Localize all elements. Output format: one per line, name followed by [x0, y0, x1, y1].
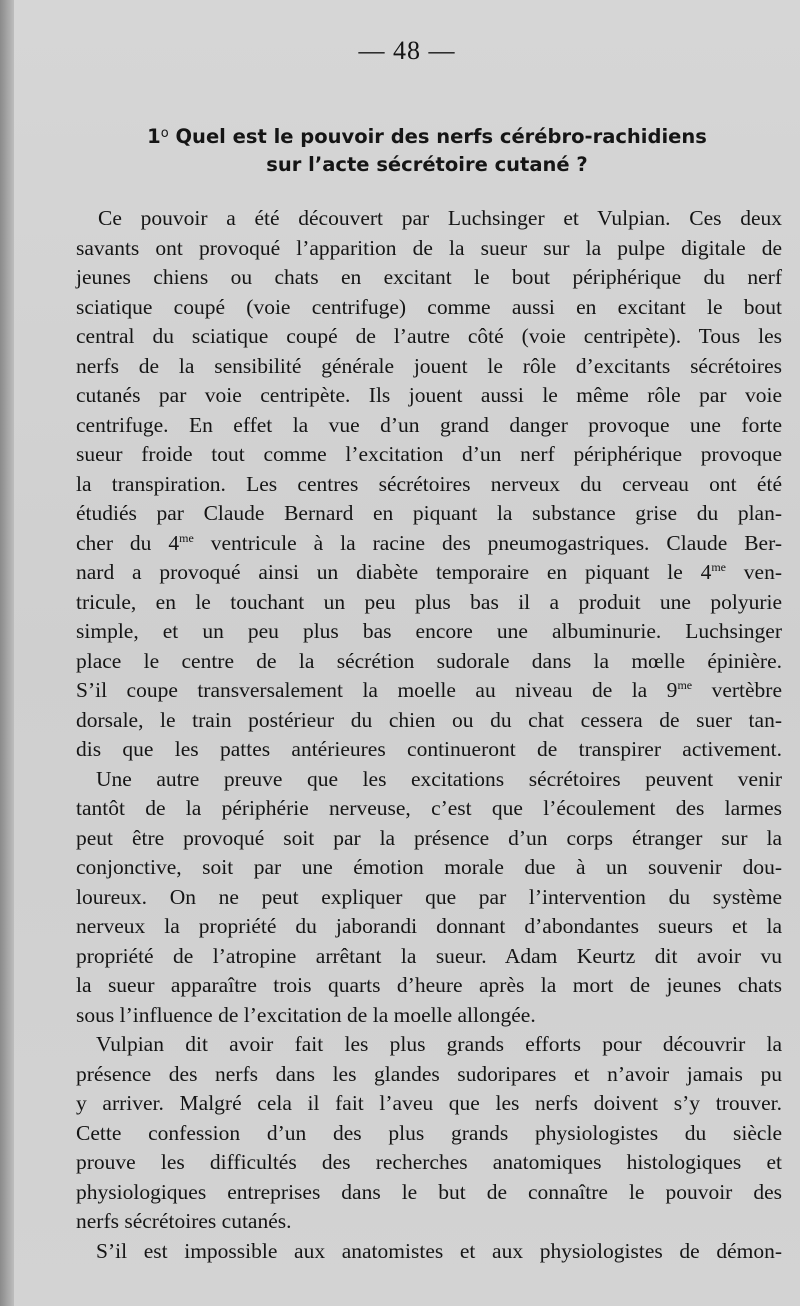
text-line: physiologiques entreprises dans le but de connaître le pouvoir des — [76, 1179, 782, 1204]
text-line: S’il est impossible aux anatomistes et aux physiologistes de démon- — [96, 1238, 782, 1263]
text-line: la sueur apparaître trois quarts d’heure après la mort de jeunes chats — [76, 973, 782, 997]
text-line: nerveux la propriété du jaborandi donnant d’abondantes sueurs et la — [76, 914, 782, 938]
text-line: savants ont provoqué l’apparition de la sueur sur la pulpe digitale de — [76, 235, 782, 260]
text-run: ven- — [726, 560, 783, 584]
text-run: nard a provoqué ainsi un diabète temporaire en piquant le 4 — [76, 560, 712, 584]
superscript: me — [677, 678, 693, 692]
text-line: nerfs sécrétoires cutanés. — [76, 1209, 292, 1233]
text-line: présence des nerfs dans les glandes sudoripares et n’avoir jamais pu — [76, 1061, 782, 1086]
heading-line-2: sur l’acte sécrétoire cutané ? — [266, 153, 588, 176]
superscript: me — [179, 530, 194, 545]
text-run: cher du 4 — [76, 530, 180, 555]
heading-ordinal: o — [160, 126, 169, 141]
heading-line-1 — [94, 120, 760, 151]
text-line: central du sciatique coupé de l’autre côté (voie centripète). Tous les — [76, 324, 782, 348]
text-line: prouve les difficultés des recherches anatomiques histologiques et — [76, 1150, 782, 1174]
text-line: Ce pouvoir a été découvert par Luchsinger et Vulpian. Ces deux — [98, 206, 782, 230]
text-line: jeunes chiens ou chats en excitant le bout périphérique du nerf — [76, 265, 782, 289]
body-text — [76, 204, 782, 1266]
text-run: ventricule à la racine des pneumogastriques. Claude Ber- — [193, 530, 782, 555]
text-line: tantôt de la périphérie nerveuse, c’est que l’écoulement des larmes — [76, 796, 782, 820]
text-line: dis que les pattes antérieures continueront de transpirer activement. — [76, 737, 782, 761]
document-page — [14, 0, 800, 1306]
text-line: conjonctive, soit par une émotion morale due à un souvenir dou- — [76, 855, 782, 879]
text-line: centrifuge. En effet la vue d’un grand danger provoque une forte — [76, 412, 782, 437]
page-number: — 48 — — [358, 36, 456, 65]
superscript: me — [711, 560, 726, 574]
text-line: cutanés par voie centripète. Ils jouent aussi le même rôle par voie — [76, 383, 782, 407]
text-line: tricule, en le touchant un peu plus bas il a produit une polyurie — [76, 589, 782, 614]
text-line — [76, 529, 782, 559]
text-line: dorsale, le train postérieur du chien ou du chat cessera de suer tan- — [76, 707, 782, 732]
section-heading — [94, 120, 760, 179]
text-line: la transpiration. Les centres sécrétoires nerveux du cerveau ont été — [76, 471, 782, 496]
heading-text-1: Quel est le pouvoir des nerfs cérébro-rachidiens — [175, 125, 707, 148]
text-line: simple, et un peu plus bas encore une albuminurie. Luchsinger — [76, 619, 782, 643]
text-line: propriété de l’atropine arrêtant la sueur. Adam Keurtz dit avoir vu — [76, 943, 782, 968]
text-line: étudiés par Claude Bernard en piquant la substance grise du plan- — [76, 501, 782, 525]
text-line: place le centre de la sécrétion sudorale dans la mœlle épinière. — [76, 648, 782, 673]
text-run: S’il coupe transversalement la moelle au niveau de la 9 — [76, 678, 678, 702]
text-run: vertèbre — [692, 678, 782, 702]
text-line — [76, 676, 782, 706]
text-line: Une autre preuve que les excitations sécrétoires peuvent venir — [96, 766, 782, 791]
text-line: loureux. On ne peut expliquer que par l’intervention du système — [76, 884, 782, 909]
text-line: sciatique coupé (voie centrifuge) comme aussi en excitant le bout — [76, 294, 782, 319]
text-line: Vulpian dit avoir fait les plus grands efforts pour découvrir la — [96, 1032, 782, 1056]
text-line — [76, 558, 782, 588]
text-line: sous l’influence de l’excitation de la moelle allongée. — [76, 1002, 536, 1027]
text-line: nerfs de la sensibilité générale jouent le rôle d’excitants sécrétoires — [76, 353, 782, 378]
page-edge-shadow — [0, 0, 14, 1306]
text-line: sueur froide tout comme l’excitation d’un nerf périphérique provoque — [76, 442, 782, 466]
heading-number: 1 — [147, 125, 161, 148]
text-line: y arriver. Malgré cela il fait l’aveu que les nerfs doivent s’y trouver. — [76, 1091, 782, 1115]
text-line: peut être provoqué soit par la présence d’un corps étranger sur la — [76, 825, 782, 850]
text-line: Cette confession d’un des plus grands physiologistes du siècle — [76, 1120, 782, 1145]
